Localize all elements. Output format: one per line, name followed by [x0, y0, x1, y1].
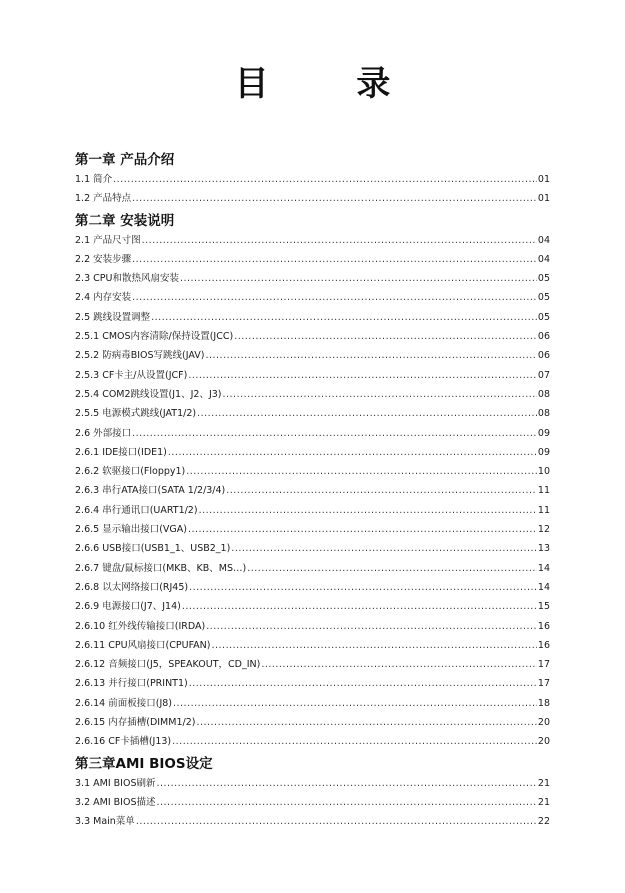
toc-entry-label: 2.6.15 内存插槽(DIMM1/2): [75, 717, 196, 729]
dot-leader: [188, 366, 537, 385]
toc-entry[interactable]: [75, 694, 550, 713]
toc-entry[interactable]: [75, 713, 550, 732]
toc-entry-page-number: 05: [537, 273, 550, 285]
dot-leader: [205, 346, 536, 365]
toc-entry-label: 3.2 AMI BIOS描述: [75, 796, 156, 808]
chapter-heading: 第二章 安装说明: [75, 212, 175, 229]
toc-entry-label: 2.1 产品尺寸图: [75, 234, 141, 246]
toc-entry[interactable]: [75, 559, 550, 578]
toc-entry-page-number: 21: [537, 777, 550, 789]
toc-entry-page-number: 15: [537, 601, 550, 613]
dot-leader: [172, 732, 537, 751]
toc-entry-label: 2.6.3 串行ATA接口(SATA 1/2/3/4): [75, 485, 226, 497]
toc-entry-label: 1.2 产品特点: [75, 193, 132, 205]
dot-leader: [189, 674, 537, 693]
toc-entry-label: 2.5.5 电源模式跳线(JAT1/2): [75, 408, 197, 420]
toc-entry-page-number: 11: [537, 504, 550, 516]
toc-entry[interactable]: [75, 462, 550, 481]
dot-leader: [151, 308, 537, 327]
toc-entry[interactable]: [75, 404, 550, 423]
toc-entry-label: 2.6.1 IDE接口(IDE1): [75, 446, 167, 458]
toc-entry-page-number: 16: [537, 620, 550, 632]
dot-leader: [168, 443, 537, 462]
dot-leader: [142, 231, 537, 250]
toc-entry-page-number: 22: [537, 816, 550, 828]
toc-entry-label: 2.6.9 电源接口(J7、J14): [75, 601, 181, 613]
toc-entry-page-number: 20: [537, 717, 550, 729]
dot-leader: [231, 539, 537, 558]
toc-entry-label: 2.6.10 红外线传输接口(IRDA): [75, 620, 206, 632]
toc-entry-page-number: 18: [537, 697, 550, 709]
toc-entry-page-number: 09: [537, 446, 550, 458]
toc-entry[interactable]: [75, 793, 550, 812]
toc-entry-label: 2.5.4 COM2跳线设置(J1、J2、J3): [75, 388, 222, 400]
dot-leader: [156, 793, 536, 812]
toc-entry[interactable]: [75, 288, 550, 307]
toc-entry-page-number: 14: [537, 581, 550, 593]
toc-entry[interactable]: [75, 597, 550, 616]
toc-entry-label: 2.6.7 键盘/鼠标接口(MKB、KB、MS…): [75, 562, 247, 574]
toc-entry-label: 3.3 Main菜单: [75, 816, 135, 828]
toc-entry-label: 2.6.8 以太网络接口(RJ45): [75, 581, 189, 593]
table-of-contents: [75, 148, 550, 832]
toc-entry-label: 3.1 AMI BIOS刷新: [75, 777, 156, 789]
dot-leader: [113, 170, 537, 189]
toc-entry-label: 2.6.11 CPU风扇接口(CPUFAN): [75, 639, 211, 651]
page-title: 目 录: [234, 64, 429, 104]
toc-entry-label: 2.6 外部接口: [75, 427, 132, 439]
toc-entry[interactable]: [75, 674, 550, 693]
toc-entry[interactable]: [75, 636, 550, 655]
chapter-heading: 第一章 产品介绍: [75, 152, 175, 168]
toc-entry-page-number: 05: [537, 311, 550, 323]
dot-leader: [226, 481, 537, 500]
toc-entry-label: 1.1 简介: [75, 174, 113, 185]
toc-entry[interactable]: [75, 346, 550, 365]
toc-entry[interactable]: [75, 774, 550, 793]
toc-entry[interactable]: [75, 481, 550, 500]
toc-entry[interactable]: [75, 424, 550, 443]
toc-entry-label: 2.3 CPU和散热风扇安装: [75, 273, 179, 285]
toc-entry-page-number: 04: [537, 253, 550, 265]
toc-entry-label: 2.6.13 并行接口(PRINT1): [75, 678, 188, 690]
dot-leader: [136, 812, 537, 831]
toc-entry-page-number: 10: [537, 466, 550, 478]
dot-leader: [247, 559, 537, 578]
dot-leader: [132, 189, 537, 208]
toc-entry[interactable]: [75, 617, 550, 636]
toc-entry[interactable]: [75, 269, 550, 288]
toc-entry-page-number: 16: [537, 639, 550, 651]
dot-leader: [180, 269, 537, 288]
toc-entry-page-number: 14: [537, 562, 550, 574]
toc-entry[interactable]: [75, 231, 550, 250]
toc-entry-page-number: 06: [537, 350, 550, 362]
dot-leader: [156, 774, 536, 793]
toc-entry[interactable]: [75, 520, 550, 539]
toc-entry[interactable]: [75, 366, 550, 385]
dot-leader: [196, 713, 536, 732]
toc-entry-page-number: 12: [537, 524, 550, 536]
dot-leader: [132, 288, 537, 307]
dot-leader: [197, 404, 537, 423]
toc-entry[interactable]: [75, 812, 550, 831]
dot-leader: [206, 617, 537, 636]
dot-leader: [199, 501, 537, 520]
toc-entry-label: 2.6.4 串行通讯口(UART1/2): [75, 504, 198, 516]
toc-entry[interactable]: [75, 443, 550, 462]
toc-entry[interactable]: [75, 308, 550, 327]
dot-leader: [188, 520, 537, 539]
toc-entry-page-number: 04: [537, 234, 550, 246]
toc-entry-label: 2.2 安装步骤: [75, 253, 132, 265]
toc-entry-label: 2.5.3 CF卡主/从设置(JCF): [75, 369, 188, 381]
toc-entry-label: 2.6.6 USB接口(USB1_1、USB2_1): [75, 543, 231, 555]
toc-entry[interactable]: [75, 385, 550, 404]
toc-entry-page-number: 08: [537, 408, 550, 420]
dot-leader: [211, 636, 536, 655]
toc-entry-page-number: 21: [537, 796, 550, 808]
dot-leader: [223, 385, 537, 404]
toc-entry[interactable]: [75, 501, 550, 520]
toc-entry-page-number: 06: [537, 331, 550, 343]
toc-entry-page-number: 13: [537, 543, 550, 555]
toc-entry-page-number: 01: [537, 174, 550, 185]
toc-entry[interactable]: [75, 189, 550, 208]
toc-entry[interactable]: [75, 327, 550, 346]
toc-entry-page-number: 17: [537, 659, 550, 671]
dot-leader: [234, 327, 537, 346]
toc-entry-label: 2.6.5 显示输出接口(VGA): [75, 524, 187, 536]
toc-entry-label: 2.6.2 软驱接口(Floppy1): [75, 466, 186, 478]
toc-entry[interactable]: [75, 732, 550, 751]
toc-entry-page-number: 07: [537, 369, 550, 381]
toc-entry-label: 2.6.14 前面板接口(J8): [75, 697, 172, 709]
dot-leader: [261, 655, 537, 674]
toc-entry[interactable]: [75, 578, 550, 597]
dot-leader: [186, 462, 537, 481]
toc-entry[interactable]: [75, 250, 550, 269]
dot-leader: [173, 694, 537, 713]
toc-entry-label: 2.6.16 CF卡插槽(J13): [75, 736, 172, 748]
toc-entry-label: 2.5.2 防病毒BIOS写跳线(JAV): [75, 350, 205, 362]
chapter-heading: 第三章AMI BIOS设定: [75, 755, 213, 772]
toc-entry-page-number: 20: [537, 736, 550, 748]
toc-entry-label: 2.6.12 音频接口(J5，SPEAKOUT，CD_IN): [75, 659, 261, 671]
dot-leader: [132, 424, 537, 443]
toc-entry[interactable]: [75, 539, 550, 558]
toc-entry-page-number: 01: [537, 193, 550, 205]
toc-entry-page-number: 17: [537, 678, 550, 690]
toc-entry-page-number: 08: [537, 388, 550, 400]
dot-leader: [132, 250, 537, 269]
toc-entry-label: 2.4 内存安装: [75, 292, 132, 304]
toc-entry[interactable]: [75, 655, 550, 674]
toc-entry-label: 2.5 跳线设置调整: [75, 311, 151, 323]
toc-entry-label: 2.5.1 CMOS内容清除/保持设置(JCC): [75, 331, 234, 343]
toc-entry-page-number: 09: [537, 427, 550, 439]
dot-leader: [182, 597, 537, 616]
toc-entry[interactable]: [75, 170, 550, 189]
toc-entry-page-number: 05: [537, 292, 550, 304]
toc-entry-page-number: 11: [537, 485, 550, 497]
dot-leader: [189, 578, 537, 597]
